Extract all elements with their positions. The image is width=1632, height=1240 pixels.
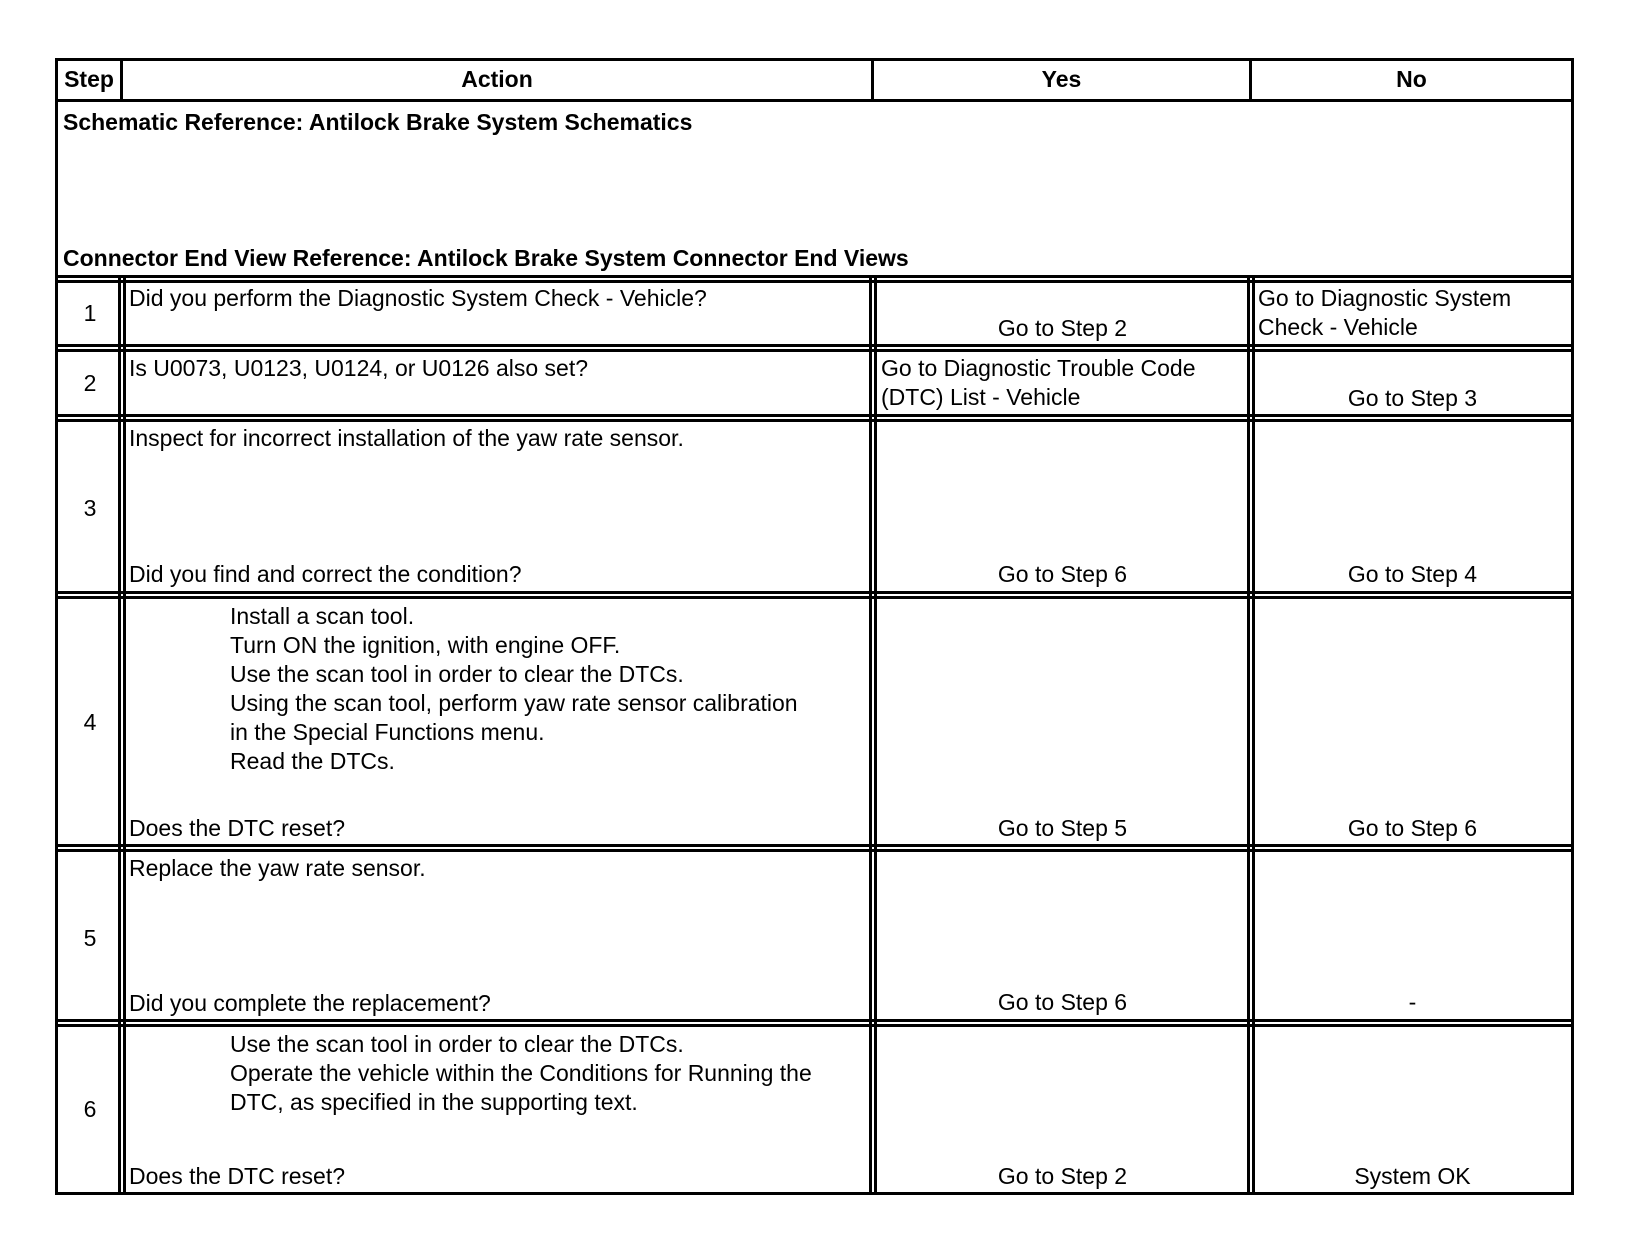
action-question: Does the DTC reset? [129,815,346,841]
no-outcome-line-2: Check - Vehicle [1258,314,1418,340]
no-outcome: Go to Step 4 [1347,561,1478,587]
action-text: Replace the yaw rate sensor. [129,855,426,881]
step-number-6: 6 [83,1096,97,1122]
step-number-2: 2 [83,370,97,396]
body-col-divider-action [869,275,877,1195]
action-question: Did you complete the replacement? [129,990,491,1016]
connector-reference: Connector End View Reference: Antilock Brake System Connector End Views [63,245,909,271]
no-outcome: Go to Step 6 [1347,815,1478,841]
instruction-line: Use the scan tool in order to clear the DTCs. [230,661,684,687]
yes-outcome: Go to Step 5 [997,815,1128,841]
rule-below-header [55,99,1574,102]
instruction-line: DTC, as specified in the supporting text. [230,1089,638,1115]
action-text: Inspect for incorrect installation of the yaw rate sensor. [129,425,684,451]
yes-outcome: Go to Step 2 [997,1163,1128,1189]
rule-below-row-4 [55,844,1574,852]
no-outcome-line-1: Go to Diagnostic System [1258,285,1512,311]
action-instructions [230,602,798,776]
action-text: Is U0073, U0123, U0124, or U0126 also set? [129,355,589,381]
yes-outcome-line-2: (DTC) List - Vehicle [881,384,1081,410]
no-outcome: Go to Step 3 [1347,385,1478,411]
instruction-line: Use the scan tool in order to clear the DTCs. [230,1031,684,1057]
body-col-divider-yes [1247,275,1255,1195]
header-yes: Yes [1041,66,1082,92]
yes-outcome: Go to Step 6 [997,989,1128,1015]
action-instructions [230,1030,812,1117]
instruction-line: Install a scan tool. [230,603,415,629]
step-number-4: 4 [83,709,97,735]
yes-outcome: Go to Step 6 [997,561,1128,587]
rule-below-row-5 [55,1019,1574,1027]
step-number-3: 3 [83,495,97,521]
header-action: Action [461,66,533,92]
yes-outcome: Go to Step 2 [997,315,1128,341]
instruction-line: in the Special Functions menu. [230,719,545,745]
action-text: Did you perform the Diagnostic System Check - Vehicle? [129,285,707,311]
instruction-line: Operate the vehicle within the Conditions for Running the [230,1060,812,1086]
rule-below-row-1 [55,344,1574,352]
action-question: Does the DTC reset? [129,1163,346,1189]
step-number-1: 1 [83,300,97,326]
header-step: Step [64,66,114,92]
rule-below-references [55,275,1574,283]
step-number-5: 5 [83,925,97,951]
header-no: No [1396,66,1427,92]
no-outcome: System OK [1354,1163,1471,1189]
instruction-line: Turn ON the ignition, with engine OFF. [230,632,621,658]
instruction-line: Read the DTCs. [230,748,395,774]
action-question: Did you find and correct the condition? [129,561,522,587]
yes-outcome-line-1: Go to Diagnostic Trouble Code [881,355,1196,381]
rule-below-row-2 [55,414,1574,422]
rule-below-row-3 [55,591,1574,599]
no-outcome: - [1408,989,1417,1015]
instruction-line: Using the scan tool, perform yaw rate sensor calibration [230,690,798,716]
schematic-reference: Schematic Reference: Antilock Brake System Schematics [63,109,693,135]
